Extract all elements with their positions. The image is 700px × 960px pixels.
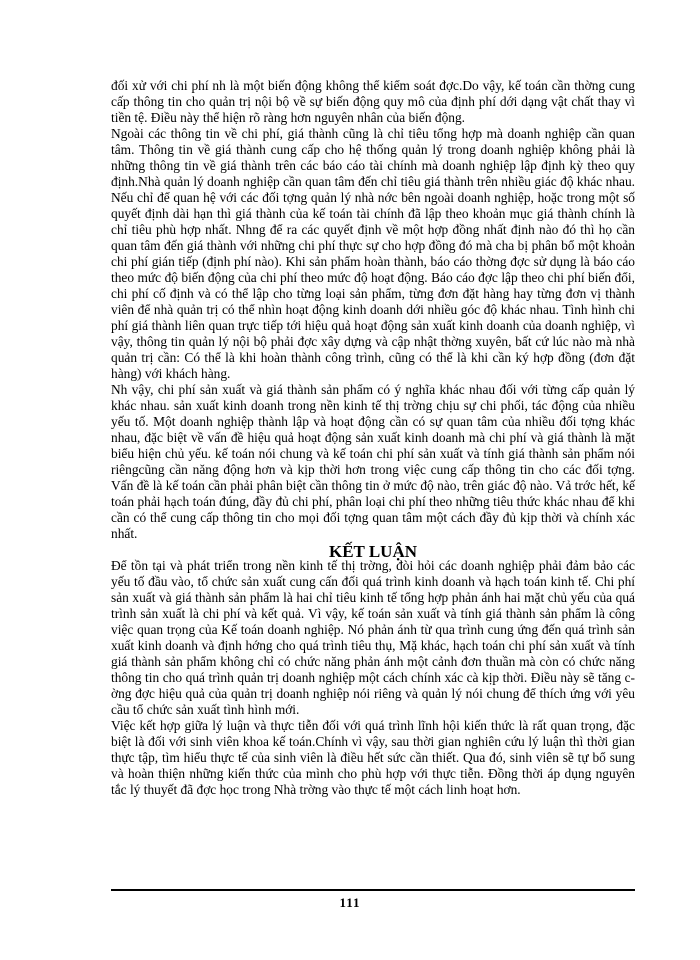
- conclusion-heading: KẾT LUẬN: [328, 542, 417, 561]
- body-paragraph: đối xử với chi phí nh là một biến động không thể kiểm soát đợc.Do vậy, kế toán cần thờng cung cấp thông tin cho quản trị nội bộ về sự biến động quy mô của định phí dới dạng vật chất thay vì tiền tệ. Điều này thể hiện rõ ràng hơn nguyên nhân của biến động.: [111, 78, 635, 125]
- footer-divider: [111, 889, 635, 891]
- conclusion-paragraph: Để tồn tại và phát triển trong nền kinh tế thị trờng, đòi hỏi các doanh nghiệp phải đảm bảo các yếu tố đầu vào, tổ chức sản xuất cung cấn đối quá trình kinh doanh và hạch toán kinh tế. Chi phí sản xuất và giá thành sản phẩm là hai chỉ tiêu kinh tế tổng hợp phản ánh hai mặt chủ yếu của quá trình sản xuất là chi phí và kết quả. Vì vậy, kế toán sản xuất và tính giá thành sản phẩm là công việc quan trọng của Kế toán doanh nghiệp. Nó phản ánh từ qua trình cung ứng đến quá trình sản xuất kinh doanh và định hớng cho quá trình tiêu thụ, Mặ khác, hạch toán chi phí sản xuất và tính giá thành sản phẩm không chỉ có chức năng phản ánh một cảnh đơn thuần mà còn có chức năng thông tin cho quá trình quản trị doanh nghiệp một cách chính xác cà kịp thời. Điều này sẽ tăng cờng đợc hiệu quả của quản trị doanh nghiệp nói riêng và quản lý nói chung để thích ứng với yêu cầu tổ chức sản xuất tình hình mới.: [111, 558, 635, 717]
- page-number: 111: [339, 895, 361, 910]
- body-paragraph: Ngoài các thông tin về chi phí, giá thành cũng là chỉ tiêu tổng hợp mà doanh nghiệp cần quan tâm. Thông tin về giá thành cung cấp cho hệ thống quản lý trong doanh nghiệp không phải là những thông tin về giá thành trên các báo cáo tài chính mà doanh nghiệp lập định kỳ theo quy định.Nhà quản lý doanh nghiệp cần quan tâm đến chỉ tiêu giá thành trên nhiều giác độ khác nhau. Nếu chỉ để quan hệ với các đối tợng quản lý nhà nớc bên ngoài doanh nghiệp, hoặc trong một số quyết định dài hạn thì giá thành của kế toán tài chính đã lập theo khoản mục giá thành chính là chỉ tiêu phù hợp nhất. Nhng để ra các quyết định về một hợp đồng nhất định nào đó thì họ cần quan tâm đến giá thành với những chi phí thực sự cho hợp đồng đó mà cha bị phân bổ một khoản chi phí gián tiếp (định phí nào). Khi sản phẩm hoàn thành, báo cáo thờng đợc sử dụng là báo cáo theo mức độ biến động của chi phí theo mức độ hoạt động. Báo cáo đợc lập theo chi phí biến đổi, chi phí cố định và có thể lập cho từng loại sản phẩm, từng đơn đặt hàng hay từng đơn vị thành viên để nhà quản trị có thể nhìn hoạt động kinh doanh dới nhiều góc độ khác nhau. Tình hình chi phí giá thành liên quan trực tiếp tới hiệu quả hoạt động sản xuất kinh doanh của doanh nghiệp, vì vậy, thông tin quản lý nội bộ phải đợc xây dựng và cập nhật thờng xuyên, bất cứ lúc nào mà nhà quản trị cần: Có thể là khi hoàn thành công trình, cũng có thể là khi cần ký hợp đồng (đơn đặt hàng) với khách hàng.: [111, 126, 635, 381]
- conclusion-paragraph: Việc kết hợp giữa lý luận và thực tiễn đối với quá trình lĩnh hội kiến thức là rất quan trọng, đặc biệt là đối với sinh viên khoa kế toán.Chính vì vậy, sau thời gian nghiên cứu lý luận thì thời gian thực tập, tìm hiểu thực tế của sinh viên là điều hết sức cần thiết. Qua đó, sinh viên sẽ tự bổ sung và hoàn thiện những kiến thức của mình cho phù hợp với thực tiễn. Đồng thời áp dụng nguyên tắc lý thuyết đã đợc học trong Nhà trờng vào thực tế một cách linh hoạt hơn.: [111, 718, 635, 797]
- document-page: [111, 78, 635, 898]
- body-paragraph: Nh vậy, chi phí sản xuất và giá thành sản phẩm có ý nghĩa khác nhau đối với từng cấp quản lý khác nhau. sản xuất kinh doanh trong nền kinh tế thị trờng chịu sự chi phối, tác động của nhiều yếu tố. Một doanh nghiệp thành lập và hoạt động cần có sự quan tâm của nhiều đối tợng khác nhau, đặc biệt về vấn đề hiệu quả hoạt động sản xuất kinh doanh mà chi phí và giá thành là mặt biểu hiện chủ yếu. kế toán nói chung và kế toán chi phí sản xuất và tính giá thành sản phẩm nói riêngcũng cần năng động hơn và kịp thời hơn trong việc cung cấp thông tin cho các đối tợng. Vấn đề là kế toán cần phải phân biệt cần thông tin ở mức độ nào, trên giác độ nào. Vả trớc hết, kế toán phải hạch toán đúng, đầy đủ chi phí, phân loại chi phí theo những tiêu thức khác nhau để khi cần có thể cung cấp thông tin cho mọi đối tợng quan tâm một cách đầy đủ kịp thời và chính xác nhất.: [111, 382, 635, 541]
